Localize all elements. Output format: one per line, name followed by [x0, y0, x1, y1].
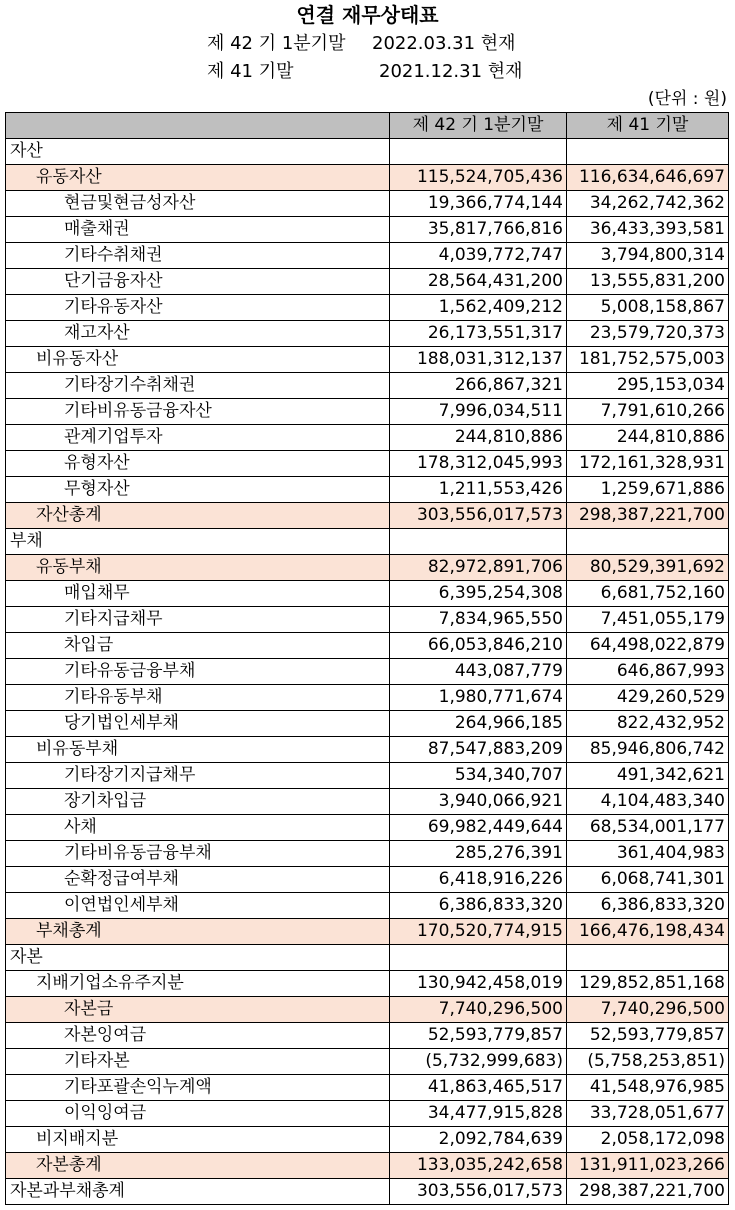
- row-label: 무형자산: [6, 477, 390, 503]
- prior-period-value: 5,008,158,867: [567, 295, 729, 321]
- table-row: [6, 1179, 729, 1205]
- current-period-value: 66,053,846,210: [390, 633, 567, 659]
- current-period-label: 제 42 기 1분기말: [207, 33, 346, 54]
- row-label: 기타장기수취채권: [6, 373, 390, 399]
- row-label: 자본잉여금: [6, 1023, 390, 1049]
- current-period-value: 170,520,774,915: [390, 919, 567, 945]
- current-period-value: 1,980,771,674: [390, 685, 567, 711]
- prior-period-value: 7,740,296,500: [567, 997, 729, 1023]
- row-label: 지배기업소유주지분: [6, 971, 390, 997]
- table-row: [6, 425, 729, 451]
- table-row: [6, 477, 729, 503]
- current-period-value: 7,834,965,550: [390, 607, 567, 633]
- current-period-value: [390, 529, 567, 555]
- row-label: 자본과부채총계: [6, 1179, 390, 1205]
- current-period-value: 6,418,916,226: [390, 867, 567, 893]
- prior-period-value: 181,752,575,003: [567, 347, 729, 373]
- table-row: [6, 1075, 729, 1101]
- table-row: [6, 1127, 729, 1153]
- current-period-value: 41,863,465,517: [390, 1075, 567, 1101]
- row-label: 부채: [6, 529, 390, 555]
- current-period-value: 6,386,833,320: [390, 893, 567, 919]
- report-title: 연결 재무상태표: [296, 3, 439, 27]
- table-row: [6, 529, 729, 555]
- prior-period-value: 822,432,952: [567, 711, 729, 737]
- prior-period-value: 33,728,051,677: [567, 1101, 729, 1127]
- table-row: [6, 867, 729, 893]
- current-period-value: 28,564,431,200: [390, 269, 567, 295]
- table-row: [6, 243, 729, 269]
- prior-period-value: 80,529,391,692: [567, 555, 729, 581]
- table-row: [6, 1023, 729, 1049]
- prior-period-value: 2,058,172,098: [567, 1127, 729, 1153]
- row-label: 순확정급여부채: [6, 867, 390, 893]
- prior-period-value: [567, 529, 729, 555]
- table-row: [6, 919, 729, 945]
- row-label: 유동부채: [6, 555, 390, 581]
- prior-period-value: 36,433,393,581: [567, 217, 729, 243]
- row-label: 기타수취채권: [6, 243, 390, 269]
- row-label: 자본금: [6, 997, 390, 1023]
- table-row: [6, 295, 729, 321]
- unit-label: (단위 : 원): [647, 89, 727, 109]
- table-row: [6, 399, 729, 425]
- row-label: 현금및현금성자산: [6, 191, 390, 217]
- table-row: [6, 633, 729, 659]
- table-row: [6, 945, 729, 971]
- header-blank-cell: [6, 113, 390, 139]
- table-row: [6, 737, 729, 763]
- current-period-value: 188,031,312,137: [390, 347, 567, 373]
- row-label: 비지배지분: [6, 1127, 390, 1153]
- table-row: [6, 503, 729, 529]
- row-label: 매입채무: [6, 581, 390, 607]
- current-period-value: 87,547,883,209: [390, 737, 567, 763]
- prior-period-value: [567, 139, 729, 165]
- table-row: [6, 1049, 729, 1075]
- prior-period-value: 295,153,034: [567, 373, 729, 399]
- row-label: 매출채권: [6, 217, 390, 243]
- prior-period-label: 제 41 기말: [207, 61, 294, 82]
- row-label: 기타유동자산: [6, 295, 390, 321]
- prior-period-value: 1,259,671,886: [567, 477, 729, 503]
- table-header-row: [6, 113, 729, 139]
- row-label: 자산총계: [6, 503, 390, 529]
- current-period-value: 3,940,066,921: [390, 789, 567, 815]
- prior-period-value: 3,794,800,314: [567, 243, 729, 269]
- prior-period-value: 429,260,529: [567, 685, 729, 711]
- prior-period-value: 116,634,646,697: [567, 165, 729, 191]
- table-row: [6, 321, 729, 347]
- row-label: 자본총계: [6, 1153, 390, 1179]
- current-period-value: [390, 945, 567, 971]
- row-label: 단기금융자산: [6, 269, 390, 295]
- current-period-value: 285,276,391: [390, 841, 567, 867]
- current-period-value: 303,556,017,573: [390, 1179, 567, 1205]
- row-label: 당기법인세부채: [6, 711, 390, 737]
- current-period-value: 82,972,891,706: [390, 555, 567, 581]
- table-row: [6, 659, 729, 685]
- current-period-value: 35,817,766,816: [390, 217, 567, 243]
- current-period-value: 443,087,779: [390, 659, 567, 685]
- prior-period-value: (5,758,253,851): [567, 1049, 729, 1075]
- balance-sheet-table: [5, 112, 729, 1205]
- table-row: [6, 191, 729, 217]
- current-period-value: 1,211,553,426: [390, 477, 567, 503]
- table-row: [6, 607, 729, 633]
- row-label: 비유동자산: [6, 347, 390, 373]
- table-row: [6, 165, 729, 191]
- prior-period-value: 298,387,221,700: [567, 503, 729, 529]
- row-label: 자본: [6, 945, 390, 971]
- current-period-value: 303,556,017,573: [390, 503, 567, 529]
- prior-period-value: 34,262,742,362: [567, 191, 729, 217]
- row-label: 기타지급채무: [6, 607, 390, 633]
- table-row: [6, 451, 729, 477]
- prior-period-value: 68,534,001,177: [567, 815, 729, 841]
- table-row: [6, 581, 729, 607]
- row-label: 사채: [6, 815, 390, 841]
- table-row: [6, 373, 729, 399]
- table-row: [6, 555, 729, 581]
- header-prior-period: 제 41 기말: [567, 113, 729, 139]
- table-row: [6, 841, 729, 867]
- table-row: [6, 139, 729, 165]
- row-label: 비유동부채: [6, 737, 390, 763]
- current-period-value: 34,477,915,828: [390, 1101, 567, 1127]
- prior-period-value: [567, 945, 729, 971]
- table-row: [6, 217, 729, 243]
- prior-period-value: 7,791,610,266: [567, 399, 729, 425]
- prior-period-value: 172,161,328,931: [567, 451, 729, 477]
- current-period-value: 264,966,185: [390, 711, 567, 737]
- prior-period-value: 166,476,198,434: [567, 919, 729, 945]
- prior-period-value: 13,555,831,200: [567, 269, 729, 295]
- row-label: 장기차입금: [6, 789, 390, 815]
- current-period-value: 7,996,034,511: [390, 399, 567, 425]
- row-label: 관계기업투자: [6, 425, 390, 451]
- current-period-value: (5,732,999,683): [390, 1049, 567, 1075]
- table-row: [6, 815, 729, 841]
- prior-period-value: 4,104,483,340: [567, 789, 729, 815]
- prior-period-value: 646,867,993: [567, 659, 729, 685]
- prior-period-value: 6,681,752,160: [567, 581, 729, 607]
- prior-period-value: 361,404,983: [567, 841, 729, 867]
- table-row: [6, 269, 729, 295]
- prior-period-value: 298,387,221,700: [567, 1179, 729, 1205]
- current-period-value: 26,173,551,317: [390, 321, 567, 347]
- current-period-value: 2,092,784,639: [390, 1127, 567, 1153]
- current-period-value: 69,982,449,644: [390, 815, 567, 841]
- table-row: [6, 1153, 729, 1179]
- current-period-value: 19,366,774,144: [390, 191, 567, 217]
- prior-period-value: 41,548,976,985: [567, 1075, 729, 1101]
- report-header: [0, 0, 735, 112]
- prior-period-date: 2021.12.31 현재: [379, 61, 523, 82]
- current-period-value: 266,867,321: [390, 373, 567, 399]
- row-label: 기타장기지급채무: [6, 763, 390, 789]
- table-row: [6, 893, 729, 919]
- row-label: 유동자산: [6, 165, 390, 191]
- current-period-value: 133,035,242,658: [390, 1153, 567, 1179]
- prior-period-value: 64,498,022,879: [567, 633, 729, 659]
- prior-period-value: 6,386,833,320: [567, 893, 729, 919]
- header-current-period: 제 42 기 1분기말: [390, 113, 567, 139]
- row-label: 기타포괄손익누계액: [6, 1075, 390, 1101]
- row-label: 기타유동금융부채: [6, 659, 390, 685]
- table-row: [6, 1101, 729, 1127]
- prior-period-value: 7,451,055,179: [567, 607, 729, 633]
- row-label: 자산: [6, 139, 390, 165]
- current-period-value: 115,524,705,436: [390, 165, 567, 191]
- row-label: 부채총계: [6, 919, 390, 945]
- table-row: [6, 347, 729, 373]
- prior-period-value: 52,593,779,857: [567, 1023, 729, 1049]
- prior-period-value: 244,810,886: [567, 425, 729, 451]
- row-label: 유형자산: [6, 451, 390, 477]
- current-period-value: 1,562,409,212: [390, 295, 567, 321]
- table-row: [6, 763, 729, 789]
- current-period-value: 130,942,458,019: [390, 971, 567, 997]
- prior-period-value: 131,911,023,266: [567, 1153, 729, 1179]
- row-label: 기타비유동금융자산: [6, 399, 390, 425]
- current-period-value: 244,810,886: [390, 425, 567, 451]
- current-period-value: 4,039,772,747: [390, 243, 567, 269]
- current-period-value: 6,395,254,308: [390, 581, 567, 607]
- table-row: [6, 685, 729, 711]
- prior-period-value: 6,068,741,301: [567, 867, 729, 893]
- current-period-value: [390, 139, 567, 165]
- row-label: 기타자본: [6, 1049, 390, 1075]
- prior-period-value: 129,852,851,168: [567, 971, 729, 997]
- prior-period-value: 23,579,720,373: [567, 321, 729, 347]
- current-period-value: 52,593,779,857: [390, 1023, 567, 1049]
- current-period-value: 7,740,296,500: [390, 997, 567, 1023]
- row-label: 재고자산: [6, 321, 390, 347]
- row-label: 이익잉여금: [6, 1101, 390, 1127]
- prior-period-value: 85,946,806,742: [567, 737, 729, 763]
- current-period-value: 534,340,707: [390, 763, 567, 789]
- row-label: 차입금: [6, 633, 390, 659]
- row-label: 이연법인세부채: [6, 893, 390, 919]
- current-period-value: 178,312,045,993: [390, 451, 567, 477]
- current-period-date: 2022.03.31 현재: [372, 33, 516, 54]
- row-label: 기타비유동금융부채: [6, 841, 390, 867]
- table-row: [6, 971, 729, 997]
- table-row: [6, 789, 729, 815]
- table-row: [6, 997, 729, 1023]
- prior-period-value: 491,342,621: [567, 763, 729, 789]
- table-row: [6, 711, 729, 737]
- row-label: 기타유동부채: [6, 685, 390, 711]
